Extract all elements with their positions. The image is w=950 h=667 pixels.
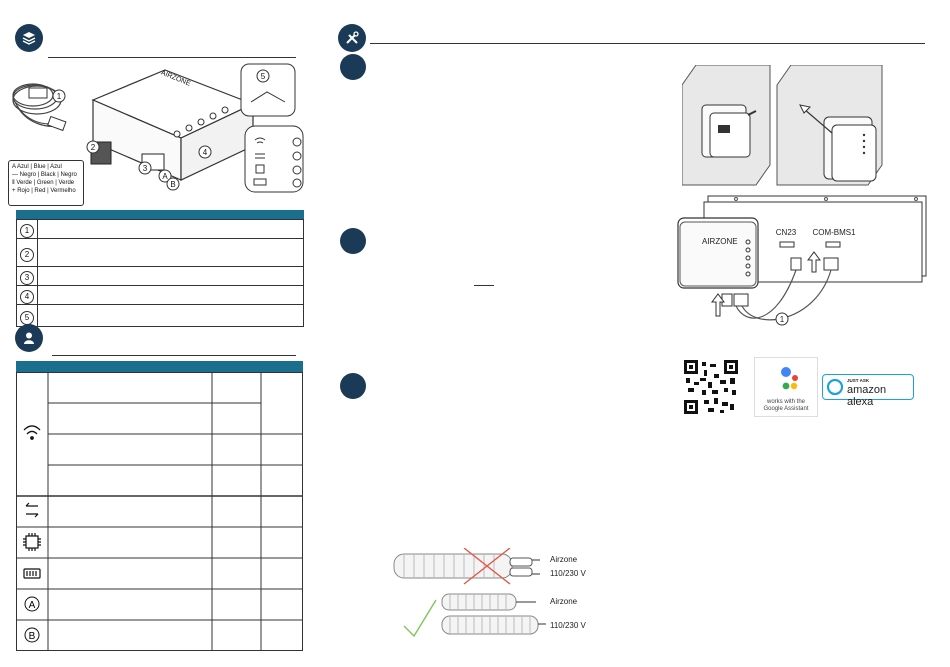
led-table — [16, 372, 304, 652]
row-number: 3 — [20, 271, 34, 285]
alexa-badge-main: amazon alexa — [847, 384, 887, 408]
row-number: 1 — [20, 224, 34, 238]
google-badge-line2: Google Assistant — [763, 406, 809, 412]
legend-row: A Azul | Blue | Azul — [12, 164, 62, 170]
step-2-marker — [340, 228, 366, 254]
legend-row: ⦀ Verde | Green | Verde — [12, 180, 75, 186]
legend-row: — Negro | Black | Negro — [12, 172, 77, 178]
callout-a: A — [162, 172, 168, 181]
wall-mount-illustration — [682, 65, 892, 187]
callout-5: 5 — [260, 72, 266, 81]
led-table-header — [16, 361, 303, 372]
parts-table — [16, 219, 304, 327]
callout-2: 2 — [90, 143, 96, 152]
google-assistant-icon — [766, 362, 806, 394]
install-title-rule — [370, 43, 925, 44]
parts-table-header — [16, 210, 304, 219]
parts-title-rule — [48, 57, 296, 58]
google-badge-line1: works with the — [766, 399, 805, 405]
transfer-icon — [26, 503, 38, 517]
alexa-icon — [827, 379, 843, 395]
alexa-badge — [822, 374, 914, 408]
layers-icon — [15, 24, 43, 52]
underline-mark — [474, 285, 494, 286]
tools-icon — [338, 24, 366, 52]
chip-icon — [23, 533, 41, 551]
legend-row: + Rojo | Red | Vermelho — [12, 188, 76, 194]
alexa-badge-top: JUST ASK — [847, 378, 870, 383]
svg-text:Airzone: Airzone — [550, 555, 578, 564]
wifi-icon — [24, 426, 40, 439]
qr-code — [684, 360, 738, 414]
step-3-marker — [340, 373, 366, 399]
callout-4: 4 — [202, 148, 208, 157]
google-assistant-badge — [754, 357, 818, 417]
svg-text:110/230 V: 110/230 V — [550, 569, 586, 578]
row-number: 4 — [20, 290, 34, 304]
svg-text:1: 1 — [779, 315, 785, 324]
svg-text:A: A — [28, 600, 36, 611]
svg-text:AIRZONE: AIRZONE — [702, 237, 738, 246]
user-icon — [15, 324, 43, 352]
svg-text:CN23: CN23 — [775, 228, 797, 237]
svg-text:B: B — [28, 631, 36, 642]
svg-text:COM-BMS1: COM-BMS1 — [812, 228, 856, 237]
svg-text:Airzone: Airzone — [550, 597, 578, 606]
step-1-marker — [340, 54, 366, 80]
row-number: 2 — [20, 248, 34, 262]
callout-b: B — [170, 180, 176, 189]
led-title-rule — [52, 355, 296, 356]
svg-text:110/230 V: 110/230 V — [550, 621, 586, 630]
pcb-connection-illustration — [676, 192, 932, 332]
callout-1: 1 — [56, 92, 62, 101]
row-number: 5 — [20, 311, 34, 325]
battery-icon — [24, 569, 40, 578]
color-legend — [8, 160, 84, 206]
callout-3: 3 — [142, 164, 148, 173]
cable-separation-illustration — [392, 548, 592, 642]
brand-logo-text: AIRZONE — [159, 69, 192, 88]
